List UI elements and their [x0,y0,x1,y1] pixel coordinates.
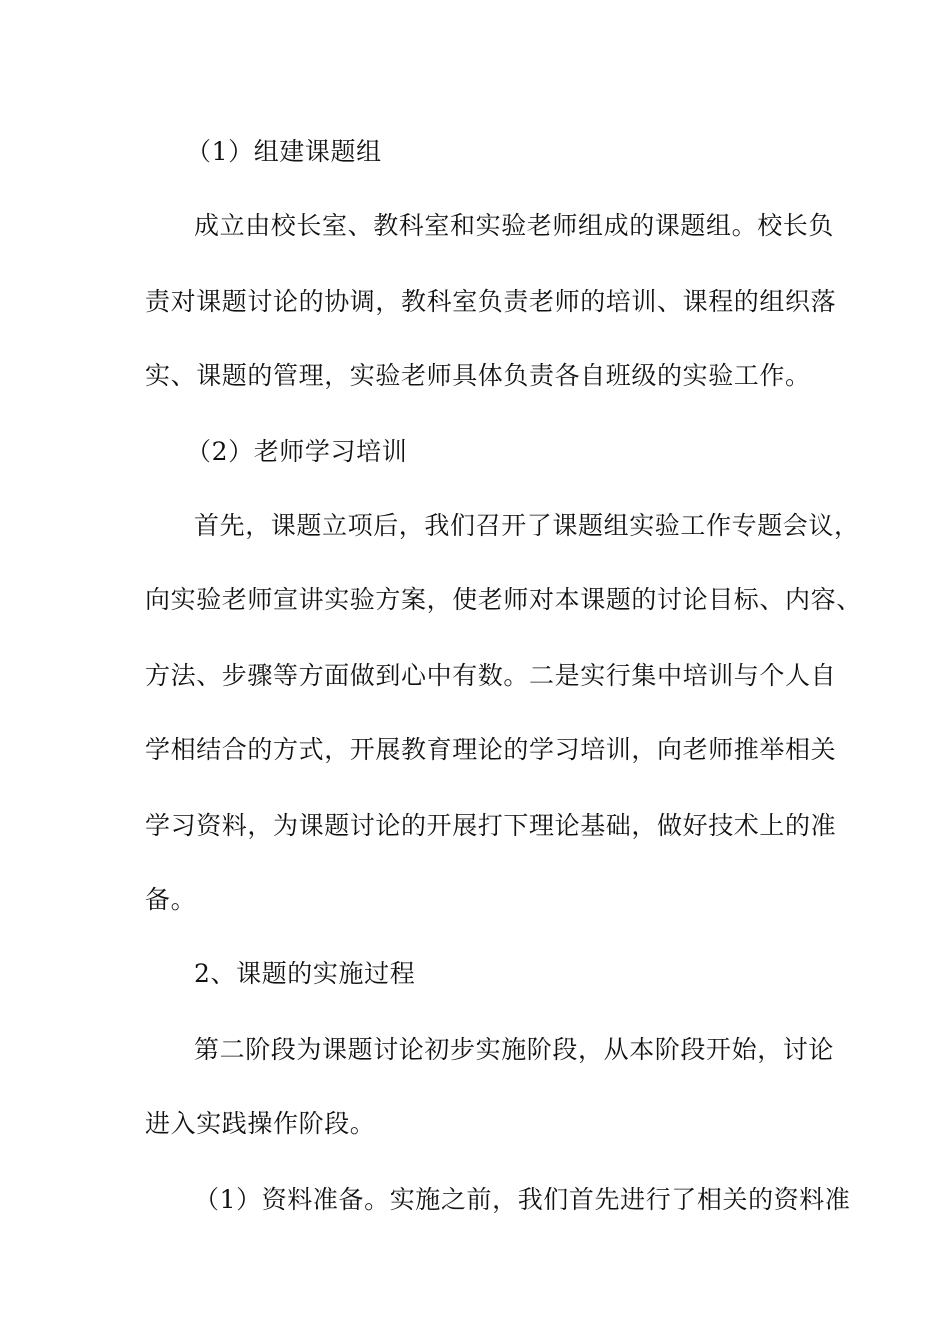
paragraph-line: 第二阶段为课题讨论初步实施阶段，从本阶段开始，讨论 [194,1035,835,1064]
paragraph-line: 学相结合的方式，开展教育理论的学习培训，向老师推举相关 [145,735,837,764]
paragraph-line: 责对课题讨论的协调，教科室负责老师的培训、课程的组织落 [145,287,837,316]
paragraph-line: 方法、步骤等方面做到心中有数。二是实行集中培训与个人自 [145,661,837,690]
paragraph-line: 向实验老师宣讲实验方案，使老师对本课题的讨论目标、内容、 [145,585,862,614]
paragraph-line: 进入实践操作阶段。 [145,1109,376,1138]
paragraph-line: 实、课题的管理，实验老师具体负责各自班级的实验工作。 [145,361,811,390]
paragraph-line: 成立由校长室、教科室和实验老师组成的课题组。校长负 [194,211,835,240]
paragraph-line: （1）资料准备。实施之前，我们首先进行了相关的资料准 [194,1185,851,1214]
paragraph-line: 学习资料，为课题讨论的开展打下理论基础，做好技术上的准 [145,811,837,840]
heading-implementation-process: 2、课题的实施过程 [194,959,416,988]
paragraph-line: 备。 [145,885,197,914]
heading-form-research-group: （1）组建课题组 [186,137,382,166]
heading-teacher-training: （2）老师学习培训 [186,437,408,466]
paragraph-line: 首先，课题立项后，我们召开了课题组实验工作专题会议， [194,511,860,540]
